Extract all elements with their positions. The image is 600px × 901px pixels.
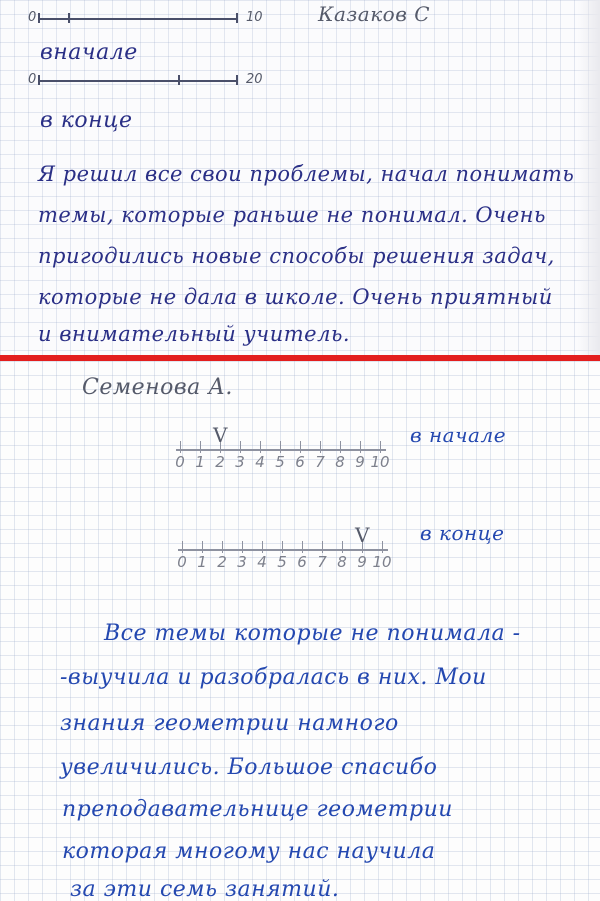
axis-number: 0	[177, 553, 187, 571]
axis-tick	[260, 441, 261, 453]
top-notebook-page	[0, 0, 600, 355]
axis-checkmark: V	[355, 523, 370, 547]
scale-min-label: 0	[28, 72, 37, 87]
axis-tick	[200, 441, 201, 453]
text-line: которые не дала в школе. Очень приятный	[38, 285, 553, 309]
text-line: за эти семь занятий.	[70, 877, 340, 901]
axis-line	[178, 549, 388, 551]
text-line: темы, которые раньше не понимал. Очень	[38, 203, 546, 227]
axis-number: 6	[297, 553, 307, 571]
axis-tick	[322, 541, 323, 553]
axis-tick	[182, 541, 183, 553]
axis-tick	[302, 541, 303, 553]
author-name-top: Казаков С	[318, 2, 431, 26]
axis-tick	[340, 441, 341, 453]
text-line: увеличились. Большое спасибо	[60, 755, 438, 780]
start-axis-bottom	[175, 423, 390, 479]
axis-number: 10	[370, 453, 390, 471]
axis-number: 9	[355, 453, 365, 471]
text-line: -выучила и разобралась в них. Мои	[60, 665, 487, 690]
axis-tick	[282, 541, 283, 553]
text-line: преподавательнице геометрии	[62, 797, 453, 822]
axis-number: 2	[217, 553, 227, 571]
end-label-top: в конце	[40, 108, 133, 133]
axis-number: 1	[197, 553, 207, 571]
axis-line	[176, 449, 386, 451]
axis-number: 1	[195, 453, 205, 471]
axis-number: 10	[372, 553, 392, 571]
page-shadow	[578, 0, 600, 355]
axis-tick	[280, 441, 281, 453]
axis-tick	[202, 541, 203, 553]
end-label-bottom: в конце	[420, 521, 505, 545]
bottom-notebook-page	[0, 361, 600, 901]
scale-line	[38, 80, 238, 82]
text-line: Все темы которые не понимала -	[104, 621, 521, 646]
axis-number: 3	[235, 453, 245, 471]
axis-tick	[300, 441, 301, 453]
axis-tick	[320, 441, 321, 453]
text-line: Я решил все свои проблемы, начал понимать	[38, 162, 575, 186]
axis-tick	[242, 541, 243, 553]
axis-number: 7	[317, 553, 327, 571]
axis-tick	[342, 541, 343, 553]
scale-max-label: 10	[246, 10, 263, 25]
axis-number: 4	[255, 453, 265, 471]
scale-min-label: 0	[28, 10, 37, 25]
axis-number: 4	[257, 553, 267, 571]
axis-tick	[380, 441, 381, 453]
text-line: знания геометрии намного	[60, 711, 399, 736]
axis-checkmark: V	[213, 423, 228, 447]
axis-tick	[262, 541, 263, 553]
axis-tick	[360, 441, 361, 453]
scale-mark	[68, 13, 70, 23]
scale-max-label: 20	[246, 72, 263, 87]
axis-number: 6	[295, 453, 305, 471]
axis-number: 7	[315, 453, 325, 471]
axis-tick	[222, 541, 223, 553]
axis-number: 5	[277, 553, 287, 571]
author-name-bottom: Семенова А.	[82, 375, 233, 400]
start-label-top: вначале	[40, 40, 138, 65]
text-line: которая многому нас научила	[62, 839, 436, 864]
axis-number: 9	[357, 553, 367, 571]
scale-end-tick	[38, 13, 40, 23]
axis-tick	[382, 541, 383, 553]
scale-end-tick	[38, 75, 40, 85]
axis-number: 8	[337, 553, 347, 571]
axis-tick	[180, 441, 181, 453]
scale-mark	[178, 75, 180, 85]
axis-number: 3	[237, 553, 247, 571]
scale-end-tick	[236, 13, 238, 23]
text-line: и внимательный учитель.	[38, 322, 351, 346]
axis-number: 5	[275, 453, 285, 471]
axis-number: 0	[175, 453, 185, 471]
axis-tick	[240, 441, 241, 453]
text-line: пригодились новые способы решения задач,	[38, 244, 555, 268]
axis-number: 2	[215, 453, 225, 471]
end-axis-bottom	[177, 523, 392, 579]
start-label-bottom: в начале	[410, 423, 507, 447]
scale-end-tick	[236, 75, 238, 85]
axis-number: 8	[335, 453, 345, 471]
